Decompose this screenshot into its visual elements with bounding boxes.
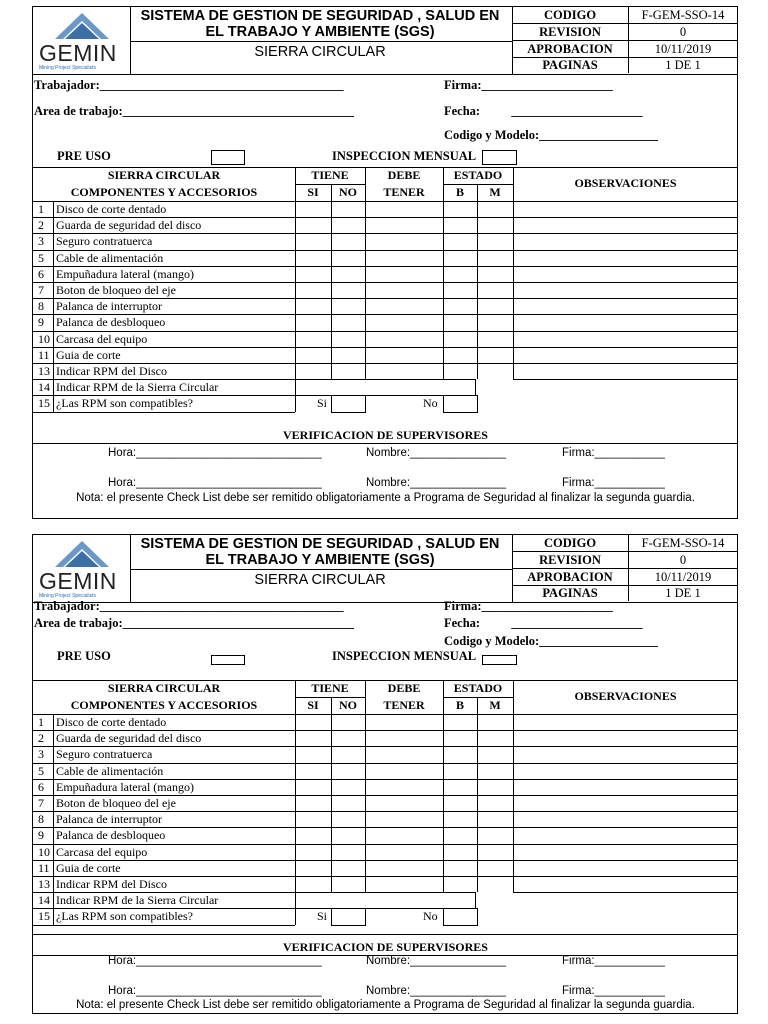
item-label: Carcasa del equipo — [56, 331, 148, 346]
rpm-si-checkbox[interactable] — [331, 395, 366, 412]
check-cell-no[interactable] — [332, 730, 364, 746]
item-label: Indicar RPM de la Sierra Circular — [56, 893, 219, 908]
company-logo — [33, 7, 131, 74]
inspeccion-mensual-label: INSPECCION MENSUAL — [332, 649, 477, 663]
supervisor-nombre-field[interactable]: Nombre:_______________ — [366, 477, 507, 489]
check-cell-m[interactable] — [478, 282, 512, 298]
item-label: Empuñadura lateral (mango) — [56, 779, 194, 794]
b-header: B — [455, 698, 464, 712]
check-cell-b[interactable] — [444, 331, 476, 347]
tiene-header: TIENE — [311, 681, 349, 695]
item-number: 11 — [38, 860, 50, 875]
item-label: Indicar RPM del Disco — [56, 364, 167, 378]
debe-header: DEBE — [387, 681, 421, 695]
item-number: 3 — [38, 747, 44, 762]
item-number: 7 — [38, 283, 44, 297]
check-cell-no[interactable] — [332, 714, 364, 730]
check-cell-debe[interactable] — [366, 201, 442, 217]
codigo-modelo-field[interactable]: Codigo y Modelo:___________________ — [444, 634, 658, 648]
item-number: 13 — [38, 877, 50, 891]
table-title-line2: COMPONENTES Y ACCESORIOS — [70, 185, 258, 199]
form-header — [33, 535, 737, 603]
si-header: SI — [307, 185, 319, 199]
observaciones-header: OBSERVACIONES — [574, 176, 677, 190]
check-cell-b[interactable] — [444, 314, 476, 330]
system-title: SISTEMA DE GESTION DE SEGURIDAD , SALUD EN EL TRABAJO Y AMBIENTE (SGS) — [140, 536, 500, 568]
check-cell-b[interactable] — [444, 827, 476, 843]
check-cell-debe[interactable] — [366, 250, 442, 266]
rpm-input-cell[interactable] — [296, 363, 442, 379]
rpm-si-label: Si — [317, 396, 328, 411]
check-cell-si[interactable] — [296, 282, 330, 298]
check-cell-si[interactable] — [296, 779, 330, 795]
check-cell-b[interactable] — [444, 233, 476, 249]
item-number: 14 — [38, 380, 50, 395]
document-meta — [512, 535, 737, 602]
check-cell-b[interactable] — [444, 347, 476, 363]
check-cell-m[interactable] — [478, 779, 512, 795]
meta-key: REVISION — [512, 552, 629, 568]
check-cell-si[interactable] — [296, 266, 330, 282]
check-cell-obs[interactable] — [514, 860, 737, 876]
rpm-no-checkbox[interactable] — [443, 395, 478, 412]
check-cell-m[interactable] — [478, 298, 512, 314]
check-cell-m[interactable] — [478, 331, 512, 347]
check-cell-m[interactable] — [478, 795, 512, 811]
check-cell-obs[interactable] — [514, 779, 737, 795]
check-cell-b[interactable] — [444, 217, 476, 233]
check-cell-no[interactable] — [332, 233, 364, 249]
check-cell-b[interactable] — [444, 746, 476, 762]
trabajador-field[interactable]: Trabajador:_______________________________________ — [34, 78, 344, 92]
check-cell-debe[interactable] — [366, 314, 442, 330]
item-label: Palanca de desbloqueo — [56, 828, 166, 843]
table-title-line1: SIERRA CIRCULAR — [107, 681, 221, 695]
mountain-logo-icon — [55, 539, 109, 569]
item-number: 9 — [38, 828, 44, 843]
check-cell-m[interactable] — [478, 746, 512, 762]
supervisor-hora-field[interactable]: Hora:_____________________________ — [108, 447, 322, 459]
b-header: B — [455, 185, 464, 199]
firma-field[interactable]: Firma:_____________________ — [444, 78, 613, 92]
meta-row — [512, 552, 737, 569]
item-label: Seguro contratuerca — [56, 747, 153, 762]
item-number: 13 — [38, 364, 50, 378]
item-number: 8 — [38, 299, 44, 314]
check-cell-debe[interactable] — [366, 860, 442, 876]
check-cell-debe[interactable] — [366, 298, 442, 314]
check-cell-m[interactable] — [478, 314, 512, 330]
check-cell-m[interactable] — [478, 811, 512, 827]
no-header: NO — [339, 698, 357, 712]
check-cell-no[interactable] — [332, 331, 364, 347]
check-cell-m[interactable] — [478, 763, 512, 779]
meta-key: PAGINAS — [512, 57, 629, 73]
check-cell-obs[interactable] — [514, 795, 737, 811]
check-cell-no[interactable] — [332, 746, 364, 762]
check-cell-m[interactable] — [478, 730, 512, 746]
check-cell-debe[interactable] — [366, 282, 442, 298]
check-cell-b[interactable] — [444, 811, 476, 827]
check-cell-obs[interactable] — [514, 266, 737, 282]
check-cell-obs[interactable] — [514, 250, 737, 266]
check-cell-si[interactable] — [296, 860, 330, 876]
check-cell-m[interactable] — [478, 250, 512, 266]
meta-key: CODIGO — [512, 7, 629, 23]
item-number: 15 — [38, 396, 50, 411]
item-label: Carcasa del equipo — [56, 844, 148, 859]
check-cell-obs[interactable] — [514, 282, 737, 298]
check-cell-b[interactable] — [444, 250, 476, 266]
supervisor-firma-field[interactable]: Firma:___________ — [562, 477, 665, 489]
check-cell-b[interactable] — [444, 266, 476, 282]
check-cell-obs[interactable] — [514, 298, 737, 314]
item-label: ¿Las RPM son compatibles? — [56, 396, 193, 411]
item-label: Boton de bloqueo del eje — [56, 796, 176, 810]
check-cell-si[interactable] — [296, 763, 330, 779]
estado-header: ESTADO — [453, 681, 503, 695]
inspeccion-mensual-label: INSPECCION MENSUAL — [332, 149, 477, 163]
pre-uso-label: PRE USO — [57, 649, 111, 663]
check-cell-debe[interactable] — [366, 763, 442, 779]
check-cell-debe[interactable] — [366, 779, 442, 795]
check-cell-debe[interactable] — [366, 331, 442, 347]
fecha-field[interactable]: Fecha: _____________________ — [444, 616, 643, 630]
check-cell-obs[interactable] — [514, 331, 737, 347]
item-number: 5 — [38, 763, 44, 778]
meta-row — [512, 57, 737, 73]
check-cell-no[interactable] — [332, 298, 364, 314]
check-cell-b[interactable] — [444, 844, 476, 860]
meta-key: CODIGO — [512, 535, 629, 551]
rpm-input-cell[interactable] — [296, 892, 442, 908]
rpm-input-cell[interactable] — [296, 379, 442, 395]
m-header: M — [489, 698, 501, 712]
item-number: 1 — [38, 202, 44, 216]
supervisor-nombre-field[interactable]: Nombre:_______________ — [366, 955, 507, 967]
check-cell-b[interactable] — [444, 795, 476, 811]
item-label: Cable de alimentación — [56, 250, 164, 265]
check-cell-b[interactable] — [444, 282, 476, 298]
check-cell-b[interactable] — [444, 201, 476, 217]
item-number: 7 — [38, 796, 44, 810]
company-tagline: Mining Project Specialists — [39, 65, 96, 71]
supervisor-hora-field[interactable]: Hora:_____________________________ — [108, 985, 322, 997]
item-label: Disco de corte dentado — [56, 202, 167, 216]
fecha-field[interactable]: Fecha: _____________________ — [444, 104, 643, 118]
meta-value: 1 DE 1 — [665, 58, 701, 73]
meta-value: F-GEM-SSO-14 — [641, 536, 725, 550]
check-cell-si[interactable] — [296, 314, 330, 330]
checklist-form — [32, 6, 738, 519]
meta-key: APROBACION — [512, 41, 629, 57]
check-cell-debe[interactable] — [366, 217, 442, 233]
check-cell-obs[interactable] — [514, 844, 737, 860]
item-number: 10 — [38, 331, 50, 346]
item-label: Boton de bloqueo del eje — [56, 283, 176, 297]
company-name: GEMIN — [39, 40, 117, 66]
company-logo — [33, 535, 131, 602]
pre-uso-checkbox[interactable] — [211, 150, 245, 165]
check-cell-debe[interactable] — [366, 233, 442, 249]
rpm-si-checkbox[interactable] — [331, 908, 366, 925]
footer-note: Nota: el presente Check List debe ser remitido obligatoriamente a Programa de Seguridad al finalizar la segunda guardia. — [76, 492, 695, 504]
title-block — [130, 7, 513, 74]
debe-header: DEBE — [387, 168, 421, 182]
check-cell-obs[interactable] — [514, 347, 737, 363]
check-cell-debe[interactable] — [366, 811, 442, 827]
check-cell-si[interactable] — [296, 201, 330, 217]
check-cell-obs[interactable] — [514, 201, 737, 217]
item-number: 3 — [38, 234, 44, 249]
check-cell-si[interactable] — [296, 250, 330, 266]
item-label: Palanca de interruptor — [56, 812, 162, 827]
check-cell-m[interactable] — [478, 827, 512, 843]
table-title-line2: COMPONENTES Y ACCESORIOS — [70, 698, 258, 712]
codigo-modelo-field[interactable]: Codigo y Modelo:___________________ — [444, 128, 658, 142]
check-cell-debe[interactable] — [366, 266, 442, 282]
inspeccion-mensual-checkbox[interactable] — [482, 150, 517, 165]
item-number: 11 — [38, 347, 50, 362]
check-cell-m[interactable] — [478, 233, 512, 249]
check-cell-m[interactable] — [478, 266, 512, 282]
check-cell-m[interactable] — [478, 201, 512, 217]
check-cell-no[interactable] — [332, 860, 364, 876]
meta-value: 10/11/2019 — [654, 41, 712, 56]
check-cell-debe[interactable] — [366, 746, 442, 762]
meta-row — [512, 535, 737, 552]
meta-value: F-GEM-SSO-14 — [641, 8, 725, 22]
supervisor-firma-field[interactable]: Firma:___________ — [562, 955, 665, 967]
check-cell-b[interactable] — [444, 714, 476, 730]
item-number: 5 — [38, 250, 44, 265]
check-cell-no[interactable] — [332, 827, 364, 843]
check-cell-m[interactable] — [478, 860, 512, 876]
table-title-line1: SIERRA CIRCULAR — [107, 168, 221, 182]
check-cell-si[interactable] — [296, 730, 330, 746]
supervisor-nombre-field[interactable]: Nombre:_______________ — [366, 447, 507, 459]
meta-value: 1 DE 1 — [665, 586, 701, 601]
item-label: Guarda de seguridad del disco — [56, 731, 202, 746]
area-field[interactable]: Area de trabajo:_____________________________________ — [34, 104, 354, 118]
check-cell-si[interactable] — [296, 714, 330, 730]
check-cell-debe[interactable] — [366, 347, 442, 363]
check-cell-si[interactable] — [296, 827, 330, 843]
check-cell-si[interactable] — [296, 795, 330, 811]
check-cell-no[interactable] — [332, 266, 364, 282]
check-cell-si[interactable] — [296, 331, 330, 347]
check-cell-si[interactable] — [296, 233, 330, 249]
check-cell-si[interactable] — [296, 298, 330, 314]
item-label: Guia de corte — [56, 347, 121, 362]
check-cell-si[interactable] — [296, 217, 330, 233]
item-number: 2 — [38, 731, 44, 746]
supervisor-hora-field[interactable]: Hora:_____________________________ — [108, 477, 322, 489]
meta-key: APROBACION — [512, 569, 629, 585]
supervisor-firma-field[interactable]: Firma:___________ — [562, 985, 665, 997]
check-cell-obs[interactable] — [514, 763, 737, 779]
inspeccion-mensual-checkbox[interactable] — [482, 655, 517, 665]
meta-value: 0 — [679, 24, 687, 39]
m-header: M — [489, 185, 501, 199]
check-cell-b[interactable] — [444, 730, 476, 746]
item-label: Indicar RPM del Disco — [56, 877, 167, 891]
item-label: Indicar RPM de la Sierra Circular — [56, 380, 219, 395]
si-header: SI — [307, 698, 319, 712]
no-header: NO — [339, 185, 357, 199]
check-cell-m[interactable] — [478, 844, 512, 860]
check-cell-no[interactable] — [332, 282, 364, 298]
check-cell-no[interactable] — [332, 844, 364, 860]
check-cell-b[interactable] — [444, 763, 476, 779]
check-cell-no[interactable] — [332, 779, 364, 795]
check-cell-no[interactable] — [332, 811, 364, 827]
item-number: 14 — [38, 893, 50, 908]
rpm-input-cell[interactable] — [296, 876, 442, 892]
check-cell-no[interactable] — [332, 795, 364, 811]
check-cell-m[interactable] — [478, 714, 512, 730]
check-cell-obs[interactable] — [514, 314, 737, 330]
check-cell-si[interactable] — [296, 811, 330, 827]
check-cell-obs[interactable] — [514, 233, 737, 249]
check-cell-debe[interactable] — [366, 844, 442, 860]
document-meta — [512, 7, 737, 74]
item-label: ¿Las RPM son compatibles? — [56, 909, 193, 924]
item-number: 8 — [38, 812, 44, 827]
item-number: 1 — [38, 715, 44, 729]
supervisor-hora-field[interactable]: Hora:_____________________________ — [108, 955, 322, 967]
check-cell-no[interactable] — [332, 217, 364, 233]
pre-uso-label: PRE USO — [57, 149, 111, 163]
meta-value: 0 — [679, 552, 687, 567]
title-block — [130, 535, 513, 602]
pre-uso-checkbox[interactable] — [211, 655, 245, 665]
observaciones-header: OBSERVACIONES — [574, 689, 677, 703]
check-cell-no[interactable] — [332, 314, 364, 330]
item-number: 6 — [38, 779, 44, 794]
company-tagline: Mining Project Specialists — [39, 593, 96, 599]
supervisor-nombre-field[interactable]: Nombre:_______________ — [366, 985, 507, 997]
system-title: SISTEMA DE GESTION DE SEGURIDAD , SALUD EN EL TRABAJO Y AMBIENTE (SGS) — [140, 8, 500, 40]
check-cell-b[interactable] — [444, 779, 476, 795]
rpm-si-label: Si — [317, 909, 328, 924]
supervisor-firma-field[interactable]: Firma:___________ — [562, 447, 665, 459]
rpm-no-label: No — [423, 396, 438, 411]
item-number: 2 — [38, 218, 44, 233]
check-cell-no[interactable] — [332, 250, 364, 266]
check-cell-no[interactable] — [332, 201, 364, 217]
check-cell-si[interactable] — [296, 347, 330, 363]
check-cell-obs[interactable] — [514, 811, 737, 827]
check-cell-b[interactable] — [444, 860, 476, 876]
item-label: Seguro contratuerca — [56, 234, 153, 249]
tener-header: TENER — [383, 698, 425, 712]
meta-key: PAGINAS — [512, 585, 629, 601]
item-label: Palanca de interruptor — [56, 299, 162, 314]
form-subtitle: SIERRA CIRCULAR — [254, 572, 386, 588]
check-cell-si[interactable] — [296, 746, 330, 762]
area-field[interactable]: Area de trabajo:_____________________________________ — [34, 616, 354, 630]
supervisors-title: VERIFICACION DE SUPERVISORES — [283, 428, 488, 442]
check-cell-debe[interactable] — [366, 827, 442, 843]
item-label: Empuñadura lateral (mango) — [56, 266, 194, 281]
check-cell-b[interactable] — [444, 298, 476, 314]
check-cell-m[interactable] — [478, 217, 512, 233]
rpm-no-checkbox[interactable] — [443, 908, 478, 925]
check-cell-debe[interactable] — [366, 795, 442, 811]
item-number: 9 — [38, 315, 44, 330]
check-cell-si[interactable] — [296, 844, 330, 860]
check-cell-obs[interactable] — [514, 217, 737, 233]
company-name: GEMIN — [39, 568, 117, 594]
trabajador-field[interactable]: Trabajador:_______________________________________ — [34, 599, 344, 613]
tener-header: TENER — [383, 185, 425, 199]
meta-row — [512, 24, 737, 41]
check-cell-obs[interactable] — [514, 746, 737, 762]
supervisors-title: VERIFICACION DE SUPERVISORES — [283, 940, 488, 954]
check-cell-obs[interactable] — [514, 827, 737, 843]
meta-row — [512, 569, 737, 586]
form-header — [33, 7, 737, 75]
check-cell-debe[interactable] — [366, 714, 442, 730]
check-cell-m[interactable] — [478, 347, 512, 363]
item-number: 15 — [38, 909, 50, 924]
checklist-form — [32, 534, 738, 1014]
item-label: Disco de corte dentado — [56, 715, 167, 729]
item-label: Guarda de seguridad del disco — [56, 218, 202, 233]
check-cell-no[interactable] — [332, 347, 364, 363]
check-cell-obs[interactable] — [514, 714, 737, 730]
mountain-logo-icon — [55, 11, 109, 41]
footer-note: Nota: el presente Check List debe ser remitido obligatoriamente a Programa de Seguridad al finalizar la segunda guardia. — [76, 999, 695, 1011]
check-cell-no[interactable] — [332, 763, 364, 779]
item-label: Palanca de desbloqueo — [56, 315, 166, 330]
form-subtitle: SIERRA CIRCULAR — [254, 44, 386, 60]
item-label: Guia de corte — [56, 860, 121, 875]
rpm-no-label: No — [423, 909, 438, 924]
tiene-header: TIENE — [311, 168, 349, 182]
meta-row — [512, 7, 737, 24]
meta-key: REVISION — [512, 24, 629, 40]
meta-row — [512, 41, 737, 58]
firma-field[interactable]: Firma:_____________________ — [444, 599, 613, 613]
meta-value: 10/11/2019 — [654, 569, 712, 584]
check-cell-obs[interactable] — [514, 730, 737, 746]
item-number: 10 — [38, 844, 50, 859]
item-number: 6 — [38, 266, 44, 281]
estado-header: ESTADO — [453, 168, 503, 182]
item-label: Cable de alimentación — [56, 763, 164, 778]
check-cell-debe[interactable] — [366, 730, 442, 746]
